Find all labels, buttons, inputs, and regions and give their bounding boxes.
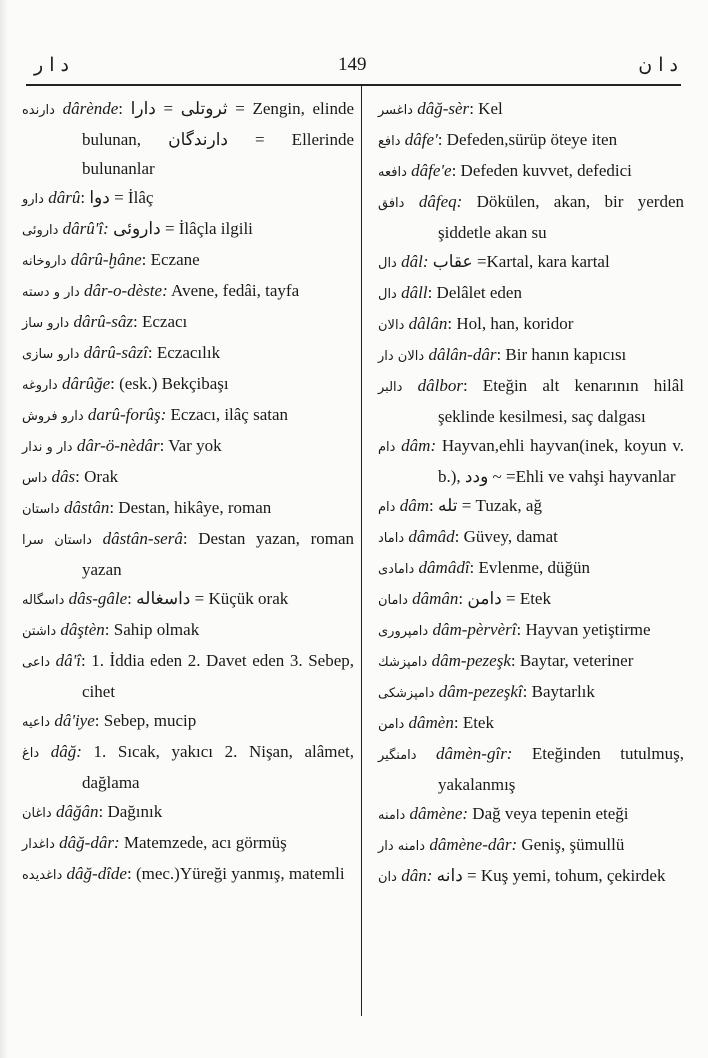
- dictionary-entry: [22, 183, 354, 214]
- entry-arabic-script: داروئى: [22, 223, 59, 238]
- dictionary-entry: [22, 400, 354, 431]
- entry-arabic-script: داسگاله: [22, 593, 65, 608]
- entry-arabic-script: دالان دار: [378, 349, 425, 364]
- entry-arabic-script: دان: [378, 870, 397, 885]
- entry-arabic-script: دامپزشكى: [378, 686, 435, 701]
- entry-arabic-script: دال: [378, 287, 397, 302]
- entry-definition: : دامن = Etek: [458, 589, 551, 608]
- entry-headword: dâmèn-gîr:: [435, 744, 513, 763]
- entry-definition: Eczacı, ilâç satan: [166, 405, 289, 424]
- entry-headword: dâlân-dâr: [428, 345, 497, 364]
- entry-definition: Eteğinden tutulmuş, yakalanmış: [438, 744, 684, 794]
- dictionary-entry: [378, 861, 684, 892]
- entry-definition: : (mec.)Yüreği yanmış, matemli: [126, 864, 345, 883]
- entry-definition: : ثروتلى = دارا = Zengin, elinde bulunan, دارندگان = Ellerinde bulunanlar: [82, 99, 355, 178]
- entry-arabic-script: دامان: [378, 593, 408, 608]
- entry-definition: : تله = Tuzak, ağ: [428, 496, 542, 515]
- dictionary-entry: [378, 553, 684, 584]
- entry-definition: : Baytarlık: [522, 682, 595, 701]
- entry-arabic-script: دارو فروش: [22, 409, 84, 424]
- entry-definition: : Delâlet eden: [427, 283, 522, 302]
- entry-arabic-script: داعى: [22, 655, 50, 670]
- entry-definition: Hayvan,ehli hayvan(inek, koyun v. b.), ودد ~ =Ehli ve vahşi hayvanlar: [436, 436, 685, 486]
- entry-headword: dâ'iye: [54, 711, 95, 730]
- entry-definition: Geniş, şümullü: [517, 835, 625, 854]
- entry-headword: dâğân: [55, 802, 99, 821]
- dictionary-entry: [22, 462, 354, 493]
- entry-headword: dâğ-dâr:: [59, 833, 120, 852]
- entry-headword: dâm-pèrvèrî: [432, 620, 517, 639]
- entry-definition: : Kel: [469, 99, 503, 118]
- entry-headword: dârènde: [62, 99, 119, 118]
- entry-definition: : Orak: [75, 467, 119, 486]
- entry-arabic-script: دامادى: [378, 562, 415, 577]
- entry-arabic-script: داروخانه: [22, 254, 67, 269]
- entry-definition: 1. Sıcak, yakıcı 2. Nişan, alâmet, dağlama: [81, 742, 354, 792]
- entry-definition: : 1. İddia eden 2. Davet eden 3. Sebep, cihet: [80, 651, 354, 701]
- dictionary-entry: [22, 584, 354, 615]
- dictionary-entry: [378, 125, 684, 156]
- entry-definition: : Dağınık: [98, 802, 163, 821]
- dictionary-entry: [378, 799, 684, 830]
- entry-headword: dâştèn: [60, 620, 105, 639]
- dictionary-entry: [378, 371, 684, 431]
- entry-arabic-script: دامنه: [378, 808, 406, 823]
- entry-arabic-script: داس: [22, 471, 48, 486]
- entry-headword: dâğ:: [50, 742, 82, 761]
- entry-headword: dâs-gâle: [68, 589, 128, 608]
- entry-headword: dârû'î:: [62, 219, 109, 238]
- dictionary-entry: [378, 156, 684, 187]
- entry-definition: : Destan, hikâye, roman: [109, 498, 272, 517]
- entry-definition: : Sebep, mucip: [94, 711, 197, 730]
- dictionary-entry: [378, 708, 684, 739]
- dictionary-entry: [22, 214, 354, 245]
- entry-definition: : Destan yazan, roman yazan: [82, 529, 354, 579]
- entry-arabic-script: دار و دسته: [22, 285, 80, 300]
- entry-arabic-script: داغديده: [22, 868, 63, 883]
- entry-definition: Matemzede, acı görmüş: [119, 833, 287, 852]
- dictionary-entry: [22, 859, 354, 890]
- dictionary-entry: [378, 739, 684, 799]
- entry-arabic-script: دارو سازى: [22, 347, 80, 362]
- entry-definition: : Var yok: [159, 436, 222, 455]
- entry-definition: Dökülen, akan, bir yerden şiddetle akan su: [438, 192, 685, 242]
- entry-definition: : Bir hanın kapıcısı: [496, 345, 627, 364]
- entry-arabic-script: دافق: [378, 196, 405, 211]
- entry-definition: دانه = Kuş yemi, tohum, çekirdek: [432, 866, 666, 885]
- dictionary-entry: [22, 737, 354, 797]
- entry-headword: dâstân: [63, 498, 110, 517]
- page-number: 149: [338, 54, 367, 75]
- entry-headword: dâm:: [401, 436, 437, 455]
- entry-headword: dâmâdî: [418, 558, 470, 577]
- entry-definition: : (esk.) Bekçibaşı: [110, 374, 229, 393]
- entry-definition: : Eczacı: [133, 312, 188, 331]
- dictionary-entry: [378, 830, 684, 861]
- entry-headword: dâmân: [412, 589, 459, 608]
- entry-definition: : Eczacılık: [147, 343, 221, 362]
- entry-headword: dâfeq:: [418, 192, 463, 211]
- entry-arabic-script: داغدار: [22, 837, 55, 852]
- entry-definition: : دوا = İlâç: [80, 188, 154, 207]
- entry-arabic-script: دافع: [378, 134, 401, 149]
- entry-arabic-script: دامپرورى: [378, 624, 429, 639]
- entry-headword: dâs: [51, 467, 76, 486]
- dictionary-entry: [378, 247, 684, 278]
- dictionary-entry: [22, 524, 354, 584]
- entry-definition: : Evlenme, düğün: [469, 558, 590, 577]
- entry-arabic-script: داشتن: [22, 624, 57, 639]
- entry-headword: dâğ-sèr: [417, 99, 470, 118]
- entry-arabic-script: دارو: [22, 192, 44, 207]
- entry-definition: عقاب =Kartal, kara kartal: [428, 252, 610, 271]
- entry-headword: dâl:: [401, 252, 429, 271]
- entry-arabic-script: دال: [378, 256, 397, 271]
- entry-headword: dâr-ö-nèdâr: [76, 436, 160, 455]
- dictionary-entry: [22, 94, 354, 183]
- entry-arabic-script: دارو ساز: [22, 316, 70, 331]
- dictionary-entry: [378, 522, 684, 553]
- entry-arabic-script: داغان: [22, 806, 52, 821]
- entry-definition: : Etek: [453, 713, 494, 732]
- entry-definition: : Defeden,sürüp öteye iten: [437, 130, 618, 149]
- entry-arabic-script: دامنه دار: [378, 839, 426, 854]
- entry-headword: dâm-pezeşk: [431, 651, 511, 670]
- entry-headword: dârû-sâzî: [83, 343, 148, 362]
- entry-arabic-script: دالان: [378, 318, 405, 333]
- dictionary-entry: [378, 431, 684, 491]
- entry-headword: dâm: [399, 496, 429, 515]
- dictionary-entry: [378, 340, 684, 371]
- entry-arabic-script: داماد: [378, 531, 405, 546]
- entry-arabic-script: داروغه: [22, 378, 58, 393]
- entry-definition: : Güvey, damat: [454, 527, 558, 546]
- entry-headword: dâr-o-dèste:: [84, 281, 168, 300]
- entry-headword: dâll: [401, 283, 428, 302]
- dictionary-entry: [378, 94, 684, 125]
- entry-definition: Dağ veya tepenin eteği: [468, 804, 629, 823]
- entry-headword: dârû-sâz: [73, 312, 133, 331]
- entry-arabic-script: دالبر: [378, 380, 403, 395]
- entry-headword: darû-forûş:: [87, 405, 167, 424]
- header-rule: [26, 84, 681, 86]
- entry-definition: : داسغاله = Küçük orak: [127, 589, 289, 608]
- entry-arabic-script: داغ: [22, 746, 40, 761]
- dictionary-entry: [378, 187, 684, 247]
- dictionary-entry: [378, 615, 684, 646]
- entry-definition: داروئى = İlâçla ilgili: [108, 219, 253, 238]
- header-left-letters: د ا ر: [34, 54, 69, 76]
- entry-arabic-script: دامن: [378, 717, 405, 732]
- entry-headword: dârûğe: [61, 374, 111, 393]
- entry-arabic-script: داغسر: [378, 103, 413, 118]
- entry-headword: dârû-ḫâne: [70, 250, 142, 269]
- page-edge-shadow: [0, 0, 8, 1058]
- entry-headword: dâmèn: [408, 713, 454, 732]
- header-right-letters: د ا ن: [638, 54, 678, 76]
- entry-definition: : Baytar, veteriner: [510, 651, 634, 670]
- entry-headword: dâlbor: [417, 376, 463, 395]
- entry-arabic-script: دافعه: [378, 165, 407, 180]
- entry-headword: dâmène-dâr:: [429, 835, 518, 854]
- entry-headword: dâstân-serâ: [102, 529, 183, 548]
- entry-arabic-script: دامنگير: [378, 748, 417, 763]
- entry-definition: : Eczane: [141, 250, 200, 269]
- dictionary-entry: [22, 369, 354, 400]
- dictionary-entry: [22, 797, 354, 828]
- dictionary-entry: [22, 245, 354, 276]
- dictionary-entry: [22, 706, 354, 737]
- dictionary-entry: [378, 646, 684, 677]
- entry-arabic-script: دامپزشك: [378, 655, 428, 670]
- entry-definition: : Eteğin alt kenarının hilâl şeklinde kesilmesi, saç dalgası: [438, 376, 684, 426]
- entry-arabic-script: داعيه: [22, 715, 51, 730]
- entry-definition: : Hayvan yetiştirme: [516, 620, 651, 639]
- entry-arabic-script: دام: [378, 500, 396, 515]
- entry-arabic-script: داستان: [22, 502, 60, 517]
- entry-headword: dâmâd: [408, 527, 455, 546]
- dictionary-entry: [22, 431, 354, 462]
- entry-headword: dâfe': [404, 130, 438, 149]
- entry-headword: dârû: [48, 188, 81, 207]
- entry-headword: dâ'î: [55, 651, 81, 670]
- entry-headword: dâlân: [408, 314, 448, 333]
- entry-definition: : Defeden kuvvet, defedici: [451, 161, 632, 180]
- entry-arabic-script: دار و ندار: [22, 440, 73, 455]
- dictionary-entry: [22, 276, 354, 307]
- dictionary-entry: [378, 584, 684, 615]
- entry-definition: Avene, fedâi, tayfa: [167, 281, 300, 300]
- entry-arabic-script: دام: [378, 440, 396, 455]
- entry-headword: dâğ-dîde: [66, 864, 127, 883]
- dictionary-entry: [378, 491, 684, 522]
- entry-headword: dâfe'e: [411, 161, 452, 180]
- entry-arabic-script: داستان سرا: [22, 533, 92, 548]
- column-divider: [361, 86, 362, 1016]
- entry-headword: dâmène:: [409, 804, 469, 823]
- dictionary-entry: [22, 828, 354, 859]
- page-header: [0, 50, 708, 80]
- dictionary-entry: [378, 309, 684, 340]
- dictionary-entry: [22, 493, 354, 524]
- right-column: [378, 94, 684, 892]
- dictionary-entry: [378, 677, 684, 708]
- entry-arabic-script: دارنده: [22, 103, 55, 118]
- left-column: [22, 94, 354, 890]
- entry-headword: dâm-pezeşkî: [438, 682, 523, 701]
- dictionary-entry: [22, 615, 354, 646]
- dictionary-entry: [22, 307, 354, 338]
- entry-headword: dân:: [401, 866, 433, 885]
- dictionary-entry: [378, 278, 684, 309]
- entry-definition: : Hol, han, koridor: [447, 314, 574, 333]
- dictionary-entry: [22, 338, 354, 369]
- dictionary-entry: [22, 646, 354, 706]
- entry-definition: : Sahip olmak: [104, 620, 200, 639]
